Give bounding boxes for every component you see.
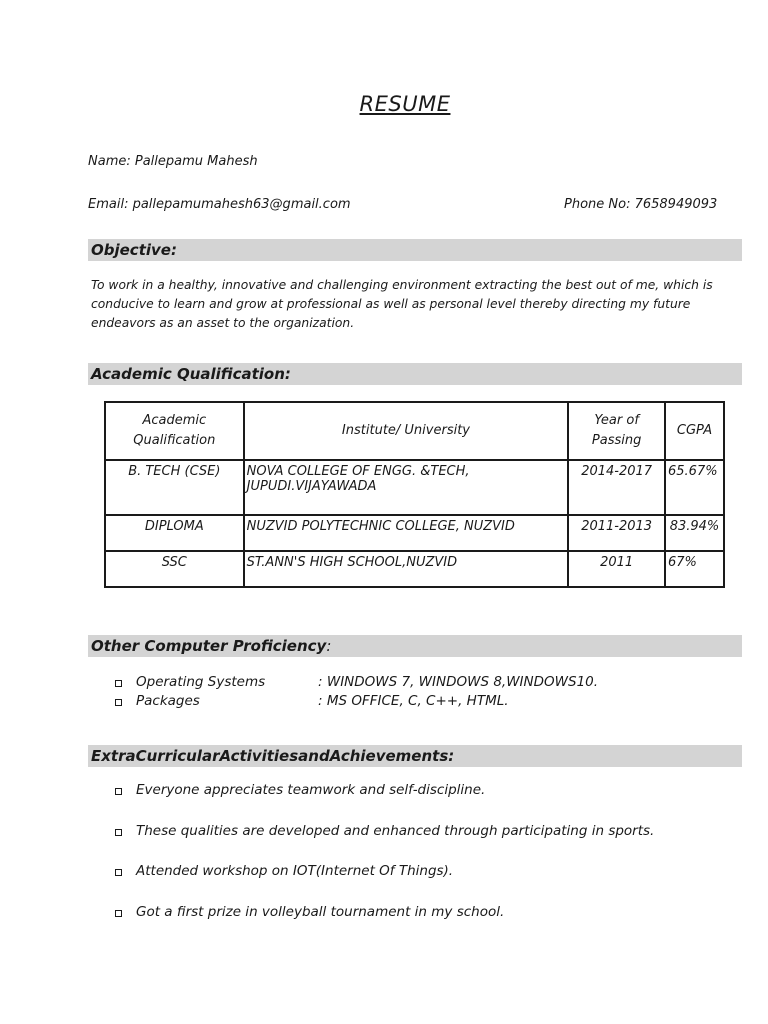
objective-heading: Objective: bbox=[88, 239, 742, 261]
achievement-text: Got a first prize in volleyball tournament in my school. bbox=[136, 903, 505, 920]
achievement-text: Everyone appreciates teamwork and self-discipline. bbox=[136, 782, 486, 798]
list-item bbox=[136, 782, 654, 823]
cell-institute: NOVA COLLEGE OF ENGG. &TECH, JUPUDI.VIJAYAWADA bbox=[244, 460, 569, 515]
square-bullet-icon bbox=[115, 869, 122, 876]
list-item bbox=[136, 693, 509, 712]
table-row bbox=[105, 460, 724, 515]
computer-heading-text: Other Computer Proficiency bbox=[91, 637, 327, 655]
email-line: Email: pallepamumahesh63@gmail.com bbox=[88, 197, 351, 212]
skill-value: : MS OFFICE, C, C++, HTML. bbox=[318, 693, 509, 709]
cell-qualification: SSC bbox=[105, 551, 244, 587]
list-item bbox=[136, 823, 654, 864]
table-header-row bbox=[105, 402, 724, 460]
cell-year: 2011-2013 bbox=[568, 515, 665, 551]
header-institute: Institute/ University bbox=[244, 402, 569, 460]
header-cgpa: CGPA bbox=[665, 402, 724, 460]
cell-institute: NUZVID POLYTECHNIC COLLEGE, NUZVID bbox=[244, 515, 569, 551]
cell-cgpa: 67% bbox=[665, 551, 724, 587]
skill-value: : WINDOWS 7, WINDOWS 8,WINDOWS10. bbox=[318, 674, 599, 690]
square-bullet-icon bbox=[115, 699, 122, 706]
square-bullet-icon bbox=[115, 910, 122, 917]
header-qualification: Academic Qualification bbox=[105, 402, 244, 460]
cell-year: 2014-2017 bbox=[568, 460, 665, 515]
computer-skills-list bbox=[136, 674, 599, 712]
objective-text: To work in a healthy, innovative and challenging environment extracting the best out of me, which is conducive to learn and grow at professional as well as personal level thereby directing my future endeavors as an asset to the organization. bbox=[91, 278, 713, 330]
square-bullet-icon bbox=[115, 788, 122, 795]
computer-heading-colon: : bbox=[326, 637, 332, 655]
qualification-table bbox=[104, 401, 725, 588]
phone-line: Phone No: 7658949093 bbox=[564, 197, 718, 212]
skill-label: Operating Systems bbox=[136, 674, 266, 690]
table-row bbox=[105, 515, 724, 551]
header-year: Year of Passing bbox=[568, 402, 665, 460]
achievement-text: These qualities are developed and enhanced through participating in sports. bbox=[136, 822, 655, 839]
achievement-text: Attended workshop on IOT(Internet Of Things). bbox=[136, 863, 454, 879]
list-item bbox=[136, 904, 654, 945]
cell-qualification: B. TECH (CSE) bbox=[105, 460, 244, 515]
cell-cgpa: 65.67% bbox=[665, 460, 724, 515]
square-bullet-icon bbox=[115, 680, 122, 687]
cell-qualification: DIPLOMA bbox=[105, 515, 244, 551]
list-item bbox=[136, 674, 599, 693]
cell-institute: ST.ANN'S HIGH SCHOOL,NUZVID bbox=[244, 551, 569, 587]
list-item bbox=[136, 863, 654, 904]
extra-heading: ExtraCurricularActivitiesandAchievements: bbox=[88, 745, 742, 767]
name-line: Name: Pallepamu Mahesh bbox=[88, 154, 258, 169]
extra-curricular-list bbox=[136, 782, 654, 944]
square-bullet-icon bbox=[115, 829, 122, 836]
resume-title: RESUME bbox=[359, 92, 451, 116]
cell-cgpa: 83.94% bbox=[665, 515, 724, 551]
skill-label: Packages bbox=[136, 693, 200, 709]
academic-heading: Academic Qualification: bbox=[88, 363, 742, 385]
computer-heading bbox=[88, 635, 742, 657]
cell-year: 2011 bbox=[568, 551, 665, 587]
table-row bbox=[105, 551, 724, 587]
